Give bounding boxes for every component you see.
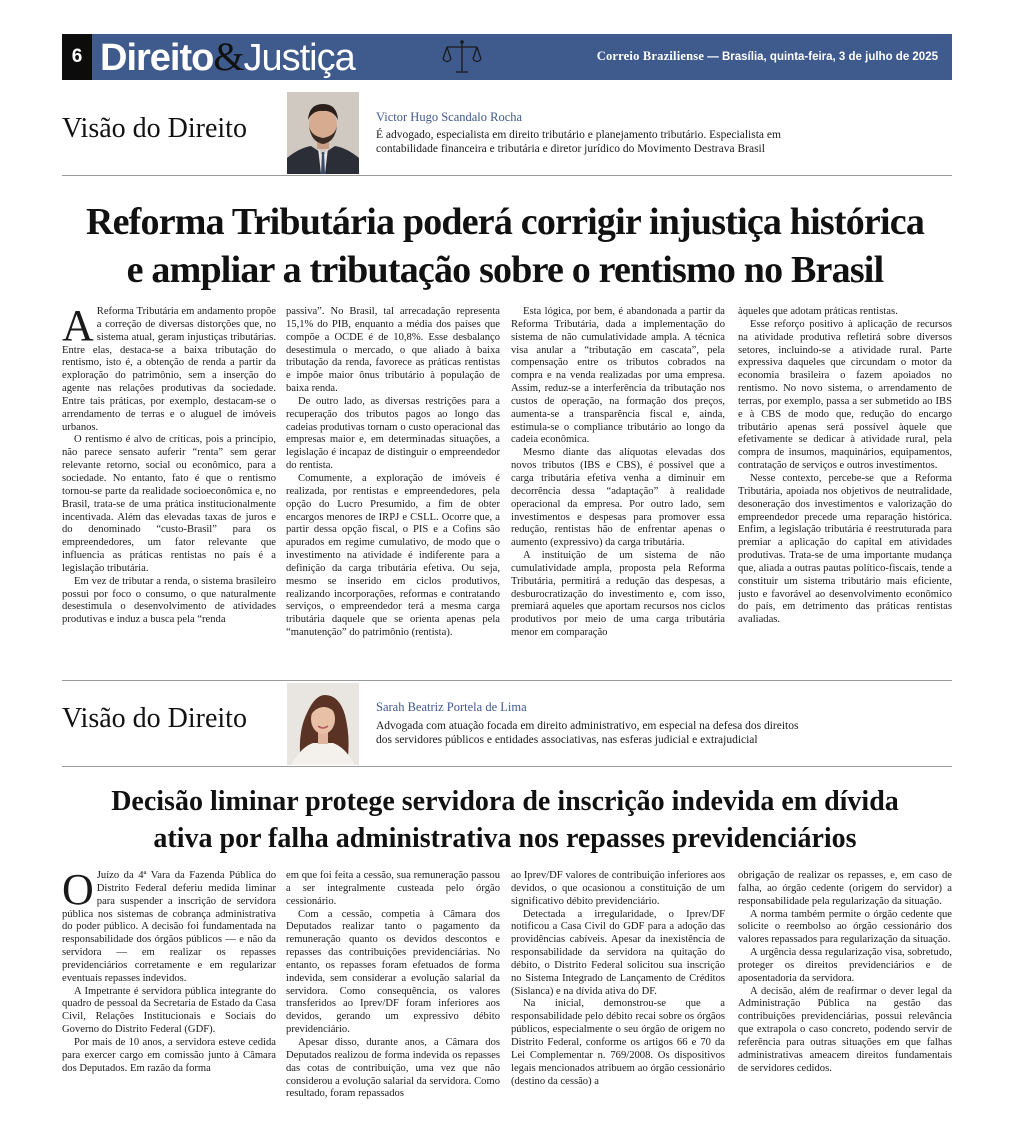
author-bio: Advogada com atuação focada em direito administrativo, em especial na defesa dos direitos dos servidores públicos e entidades associativas, nas esferas judicial e extrajudicial — [376, 720, 799, 746]
paragraph: em que foi feita a cessão, sua remuneração passou a ser integralmente custeada pelo órgão cessionário. — [286, 870, 500, 907]
scales-of-justice-icon — [442, 39, 482, 75]
headline-line: e ampliar a tributação sobre o rentismo no Brasil — [126, 249, 884, 291]
section-title-ampersand: & — [213, 34, 244, 79]
paragraph: ao Iprev/DF valores de contribuição inferiores aos devidos, o que ocasionou a constituição de um significativo débito previdenciário. — [511, 870, 725, 907]
paragraph: Detectada a irregularidade, o Iprev/DF notificou a Casa Civil do GDF para a adoção das providências cabíveis. Apesar da inexistência de responsabilidade da servidora na quitação do débito, o Distrito Federal solicitou sua inscrição no Sistema Integrado de Lançamento de Créditos (Sislanca) e na dívida ativa do DF. — [511, 908, 725, 997]
article-column-4 — [738, 306, 952, 674]
author-name: Victor Hugo Scandalo Rocha — [376, 110, 523, 124]
section-masthead — [62, 34, 952, 80]
paragraph: Mesmo diante das alíquotas elevadas dos novos tributos (IBS e CBS), é possível que a carga tributária efetiva venha a diminuir em decorrência dessa “adaptação” à realidade operacional da empresa. Por outro lado, sem investimentos e despesas para promover essa redução, rentistas hão de enfrentar apenas o aumento (expressivo) da carga tributária. — [511, 447, 725, 549]
drop-cap: A — [62, 306, 94, 350]
issue-date: — Brasília, quinta-feira, 3 de julho de 2025 — [704, 51, 938, 63]
author-name: Sarah Beatriz Portela de Lima — [376, 700, 527, 714]
paragraph: obrigação de realizar os repasses, e, em caso de falha, ao órgão cedente (origem do servidor) a responsabilidade pela regularização da situação. — [738, 870, 952, 907]
paragraph: A norma também permite o órgão cedente que solicite o reembolso ao órgão cessionário dos valores repassados para regularização da situação. — [738, 908, 952, 946]
paragraph: passiva”. No Brasil, tal arrecadação representa 15,1% do PIB, enquanto a média dos países que compõe a OCDE é de 10,8%. Esse desbalanço desestimula o mercado, o que aliado à baixa tributação da renda, favorece as práticas rentistas e impõe maior ônus tributário à população de baixa renda. — [286, 306, 500, 395]
paragraph: O Juízo da 4ª Vara da Fazenda Pública do Distrito Federal deferiu medida liminar para suspender a inscrição de servidora pública nos sistemas de cobrança administrativa do poder público. A decisão foi fundamentada na responsabilidade dos órgãos públicos — e não da servidora — em realizar os repasses previdenciários corretamente e em regularizar eventuais repasses indevidos. — [62, 870, 276, 984]
column-label: Visão do Direito — [62, 113, 247, 144]
divider-rule — [62, 766, 952, 767]
paragraph: A Impetrante é servidora pública integrante do quadro de pessoal da Secretaria de Estado da Casa Civil, Relações Institucionais e Sociais do Governo do Distrito Federal (GDF). — [62, 985, 276, 1036]
author-photo — [287, 683, 359, 765]
paragraph: A decisão, além de reafirmar o dever legal da Administração Pública na gestão das contribuições previdenciárias, possui relevância que extrapola o caso concreto, podendo servir de referência para outras situações em que falhas administrativas ameacem direitos fundamentais de servidores cedidos. — [738, 985, 952, 1074]
section-title-word1: Direito — [100, 37, 214, 79]
paragraph: Com a cessão, competia à Câmara dos Deputados realizar tanto o pagamento da remuneração quanto os devidos descontos e repasses das contribuições previdenciárias. No entanto, os repasses foram efetuados de forma indevida, sem considerar a evolução salarial da servidora. Como consequência, os valores transferidos ao Iprev/DF foram inferiores aos devidos, gerando um expressivo débito previdenciário. — [286, 908, 500, 1036]
divider-rule — [62, 175, 952, 176]
paragraph: De outro lado, as diversas restrições para a recuperação dos tributos pagos ao longo das cadeias produtivas tornam o custo operacional das empresas maior e, em determinadas situações, a legislação é incapaz de distinguir o empreendedor do rentista. — [286, 395, 500, 472]
article-column-3 — [511, 870, 725, 1138]
article-column-2 — [286, 870, 500, 1138]
masthead-dateline — [597, 49, 938, 64]
headline-line: Decisão liminar protege servidora de inscrição indevida em dívida — [111, 786, 899, 817]
article-column-4 — [738, 870, 952, 1138]
article-headline — [40, 783, 970, 857]
drop-cap: O — [62, 870, 94, 914]
paragraph: O rentismo é alvo de críticas, pois a princípio, não parece sensato auferir “renta” sem gerar relevante retorno, social ou econômico, para a sociedade. No entanto, fato é que o rentismo tornou-se parte da realidade socioeconômica e, no Brasil, trata-se de uma prática institucionalmente incentivada. Além das elevadas taxas de juros e do denominado “custo-Brasil” para os empreendedores, um fator relevante que influencia as práticas rentistas no país é a legislação tributária. — [62, 434, 276, 574]
paragraph: Comumente, a exploração de imóveis é realizada, por rentistas e empreendedores, pela opção do Lucro Presumido, a fim de obter encargos menores de IRPJ e CSLL. Ocorre que, a partir dessa opção fiscal, o PIS e a Cofins são apurados em regime cumulativo, de modo que o investimento na atividade é indiferente para a definição da carga tributária efetiva. Ou seja, mesmo se inserido em ciclos produtivos, realizando incorporações, reformas e contratando serviços, o empreendedor terá a mesma carga tributária daquele que se orienta apenas pela “manutenção” do patrimônio (rentista). — [286, 472, 500, 639]
paragraph: A instituição de um sistema de não cumulatividade ampla, proposta pela Reforma Tributária, permitirá a redução das despesas, a desburocratização do investimento e, com isso, premiará aqueles que aportam recursos nos ciclos produtivos por meio de uma carga tributária menor em comparação — [511, 550, 725, 639]
author-portrait-icon — [287, 92, 359, 174]
paragraph: A urgência dessa regularização visa, sobretudo, proteger os direitos previdenciários e de aposentadoria da servidora. — [738, 947, 952, 984]
author-photo — [287, 92, 359, 174]
paragraph: Nesse contexto, percebe-se que a Reforma Tributária, apoiada nos objetivos de neutralidade, desoneração dos investimentos e valorização do empreendedor precede uma reparação histórica. Enfim, a legislação tributária é reestruturada para premiar a aplicação do capital em atividades produtivas. Trata-se de uma importante mudança que, aliada a outras pautas político-fiscais, tende a constituir um sistema tributário mais eficiente, justo e favorável ao desenvolvimento econômico do país, em detrimento das práticas rentistas avaliadas. — [738, 472, 952, 626]
article-column-1 — [62, 306, 276, 674]
headline-line: ativa por falha administrativa nos repasses previdenciários — [153, 823, 857, 854]
section-title — [100, 35, 355, 79]
paragraph: Esta lógica, por bem, é abandonada a partir da Reforma Tributária, dada a implementação do sistema de não cumulatividade ampla. A técnica visa anular a “tributação em cascata”, pela compensação entre os tributos cobrados na compra e na venda realizadas por uma empresa. Assim, reduz-se a interferência da tributação nos custos de operação, na formação dos preços, aumenta-se a transparência fiscal e, ainda, estimula-se o compliance tributário ao longo da cadeia econômica. — [511, 306, 725, 446]
divider-rule — [62, 680, 952, 681]
paragraph: Em vez de tributar a renda, o sistema brasileiro possui por foco o consumo, o que naturalmente desestimula o desenvolvimento de atividades produtivas e induz a busca pela “renda — [62, 575, 276, 626]
article-column-2 — [286, 306, 500, 674]
headline-line: Reforma Tributária poderá corrigir injustiça histórica — [85, 201, 925, 243]
newspaper-name: Correio Braziliense — [596, 49, 705, 63]
article-headline — [40, 198, 970, 294]
section-title-word2: Justiça — [243, 37, 355, 79]
column-label: Visão do Direito — [62, 703, 247, 734]
paragraph: Na inicial, demonstrou-se que a responsabilidade pelo débito recai sobre os órgãos públicos, especialmente o seu órgão de origem no Distrito Federal, conforme os artigos 66 e 70 da Lei Complementar n. 769/2008. Os dispositivos legais mencionados atribuem ao órgão cessionário (destino da cessão) a — [511, 998, 725, 1087]
author-portrait-icon — [287, 683, 359, 765]
article-column-3 — [511, 306, 725, 674]
paragraph: Apesar disso, durante anos, a Câmara dos Deputados realizou de forma indevida os repasses das cotas de contribuição, uma vez que não considerou a evolução salarial da servidora. Como resultado, foram repassados — [286, 1036, 500, 1100]
paragraph: Esse reforço positivo à aplicação de recursos na atividade produtiva refletirá sobre diversos setores, incluindo-se a atividade rural. Parte expressiva daqueles que circundam o motor da economia brasileira o fazem apoiados no rentismo. No novo sistema, o arrendamento de terras, por exemplo, passa a ser submetido ao IBS e à CBS de modo que, redução do encargo tributário apenas será possível àquele que efetivamente se dedicar à atividade rural, pela compra de insumos, maquinários, equipamentos, contratação de serviços e outros investimentos. — [738, 318, 952, 472]
author-bio: É advogado, especialista em direito tributário e planejamento tributário. Especialista em contabilidade financeira e tributária e diretor jurídico do Movimento Destrava Brasil — [376, 129, 781, 155]
paragraph: A Reforma Tributária em andamento propõe a correção de diversas distorções que, no sistema atual, geram injustiças tributárias. Entre elas, destaca-se a baixa tributação do rentismo, isto é, a obtenção de renda a partir da exploração do patrimônio, sem a inserção do agente nas relações produtivas da sociedade. Entre tais práticas, por exemplo, destacam-se o arrendamento de terras e o aluguel de imóveis urbanos. — [62, 306, 276, 433]
paragraph: Por mais de 10 anos, a servidora esteve cedida para exercer cargo em comissão junto à Câmara dos Deputados. Em razão da forma — [62, 1036, 276, 1074]
page-number: 6 — [62, 34, 92, 80]
paragraph: àqueles que adotam práticas rentistas. — [738, 306, 898, 317]
article-column-1 — [62, 870, 276, 1138]
